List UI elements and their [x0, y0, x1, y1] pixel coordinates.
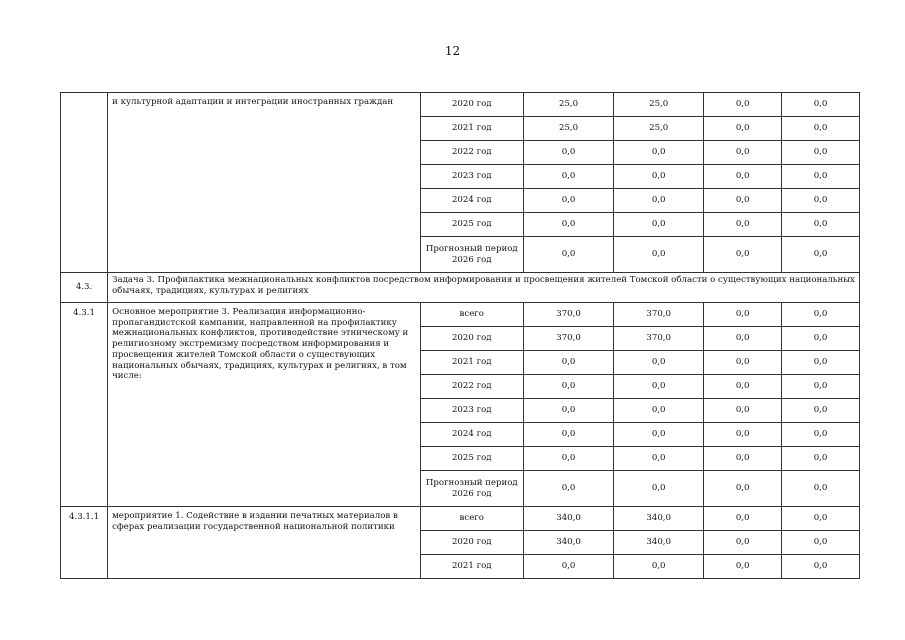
value-cell: 370,0	[614, 327, 704, 351]
period-cell: 2021 год	[420, 555, 523, 579]
description-cell: мероприятие 1. Содействие в издании печатных материалов в сферах реализации государственной национальной политики	[108, 507, 420, 579]
value-cell: 0,0	[782, 117, 860, 141]
value-cell: 0,0	[614, 237, 704, 273]
value-cell: 0,0	[782, 507, 860, 531]
period-cell: Прогнозный период 2026 год	[420, 237, 523, 273]
value-cell: 0,0	[704, 189, 782, 213]
value-cell: 0,0	[782, 555, 860, 579]
value-cell: 0,0	[704, 117, 782, 141]
value-cell: 0,0	[782, 213, 860, 237]
task-text-cell: Задача 3. Профилактика межнациональных конфликтов посредством информирования и просвещения жителей Томской области о существующих национальных обычаях, традициях, культурах и религиях	[108, 273, 860, 303]
value-cell: 340,0	[614, 507, 704, 531]
value-cell: 370,0	[523, 303, 613, 327]
value-cell: 0,0	[523, 351, 613, 375]
period-cell: 2024 год	[420, 189, 523, 213]
period-cell: 2021 год	[420, 117, 523, 141]
value-cell: 0,0	[523, 237, 613, 273]
period-cell: 2020 год	[420, 531, 523, 555]
value-cell: 0,0	[523, 399, 613, 423]
period-cell: 2025 год	[420, 213, 523, 237]
value-cell: 0,0	[614, 447, 704, 471]
value-cell: 0,0	[704, 213, 782, 237]
period-cell: Прогнозный период 2026 год	[420, 471, 523, 507]
value-cell: 0,0	[704, 141, 782, 165]
value-cell: 0,0	[704, 165, 782, 189]
value-cell: 0,0	[523, 189, 613, 213]
value-cell: 0,0	[704, 303, 782, 327]
period-cell: 2022 год	[420, 141, 523, 165]
value-cell: 0,0	[782, 399, 860, 423]
row-number-cell: 4.3.1.1	[61, 507, 108, 579]
value-cell: 0,0	[782, 375, 860, 399]
value-cell: 0,0	[523, 213, 613, 237]
value-cell: 0,0	[523, 423, 613, 447]
period-cell: 2022 год	[420, 375, 523, 399]
value-cell: 0,0	[782, 93, 860, 117]
value-cell: 0,0	[704, 237, 782, 273]
value-cell: 0,0	[704, 399, 782, 423]
value-cell: 25,0	[614, 93, 704, 117]
value-cell: 25,0	[523, 93, 613, 117]
value-cell: 0,0	[523, 375, 613, 399]
value-cell: 340,0	[614, 531, 704, 555]
value-cell: 0,0	[704, 471, 782, 507]
period-cell: 2020 год	[420, 93, 523, 117]
value-cell: 0,0	[782, 237, 860, 273]
value-cell: 370,0	[523, 327, 613, 351]
description-cell: Основное мероприятие 3. Реализация информационно-пропагандистской кампании, направленной на профилактику межнациональных конфликтов, противодействие этническому и религиозному экстремизму посредством информирования и просвещения жителей Томской области о существующих национальных обычаях, традициях, культурах и религиях, в том числе:	[108, 303, 420, 507]
value-cell: 340,0	[523, 507, 613, 531]
value-cell: 0,0	[782, 531, 860, 555]
value-cell: 340,0	[523, 531, 613, 555]
period-cell: 2024 год	[420, 423, 523, 447]
value-cell: 0,0	[523, 447, 613, 471]
period-cell: 2021 год	[420, 351, 523, 375]
value-cell: 0,0	[704, 93, 782, 117]
page-number: 12	[444, 44, 461, 58]
period-cell: 2023 год	[420, 399, 523, 423]
row-number-cell: 4.3.1	[61, 303, 108, 507]
value-cell: 0,0	[782, 423, 860, 447]
value-cell: 0,0	[614, 189, 704, 213]
value-cell: 0,0	[782, 303, 860, 327]
value-cell: 0,0	[704, 507, 782, 531]
value-cell: 0,0	[523, 141, 613, 165]
value-cell: 0,0	[523, 471, 613, 507]
task-number-cell: 4.3.	[61, 273, 108, 303]
period-cell: всего	[420, 303, 523, 327]
value-cell: 0,0	[614, 141, 704, 165]
value-cell: 0,0	[704, 531, 782, 555]
value-cell: 0,0	[614, 375, 704, 399]
value-cell: 0,0	[782, 141, 860, 165]
value-cell: 0,0	[614, 213, 704, 237]
value-cell: 25,0	[523, 117, 613, 141]
table-row	[61, 507, 860, 531]
program-table	[60, 92, 860, 579]
value-cell: 0,0	[782, 447, 860, 471]
value-cell: 0,0	[704, 351, 782, 375]
period-cell: 2023 год	[420, 165, 523, 189]
table-row	[61, 93, 860, 117]
value-cell: 0,0	[782, 327, 860, 351]
value-cell: 0,0	[523, 165, 613, 189]
value-cell: 0,0	[614, 351, 704, 375]
task-row	[61, 273, 860, 303]
value-cell: 370,0	[614, 303, 704, 327]
period-cell: всего	[420, 507, 523, 531]
value-cell: 0,0	[704, 555, 782, 579]
value-cell: 0,0	[704, 375, 782, 399]
description-cell: и культурной адаптации и интеграции иностранных граждан	[108, 93, 420, 273]
value-cell: 25,0	[614, 117, 704, 141]
value-cell: 0,0	[704, 447, 782, 471]
row-number-cell	[61, 93, 108, 273]
value-cell: 0,0	[782, 351, 860, 375]
value-cell: 0,0	[704, 327, 782, 351]
table-row	[61, 303, 860, 327]
value-cell: 0,0	[614, 471, 704, 507]
value-cell: 0,0	[704, 423, 782, 447]
value-cell: 0,0	[782, 471, 860, 507]
value-cell: 0,0	[614, 555, 704, 579]
period-cell: 2025 год	[420, 447, 523, 471]
value-cell: 0,0	[614, 399, 704, 423]
value-cell: 0,0	[614, 165, 704, 189]
value-cell: 0,0	[782, 165, 860, 189]
value-cell: 0,0	[614, 423, 704, 447]
period-cell: 2020 год	[420, 327, 523, 351]
value-cell: 0,0	[523, 555, 613, 579]
value-cell: 0,0	[782, 189, 860, 213]
